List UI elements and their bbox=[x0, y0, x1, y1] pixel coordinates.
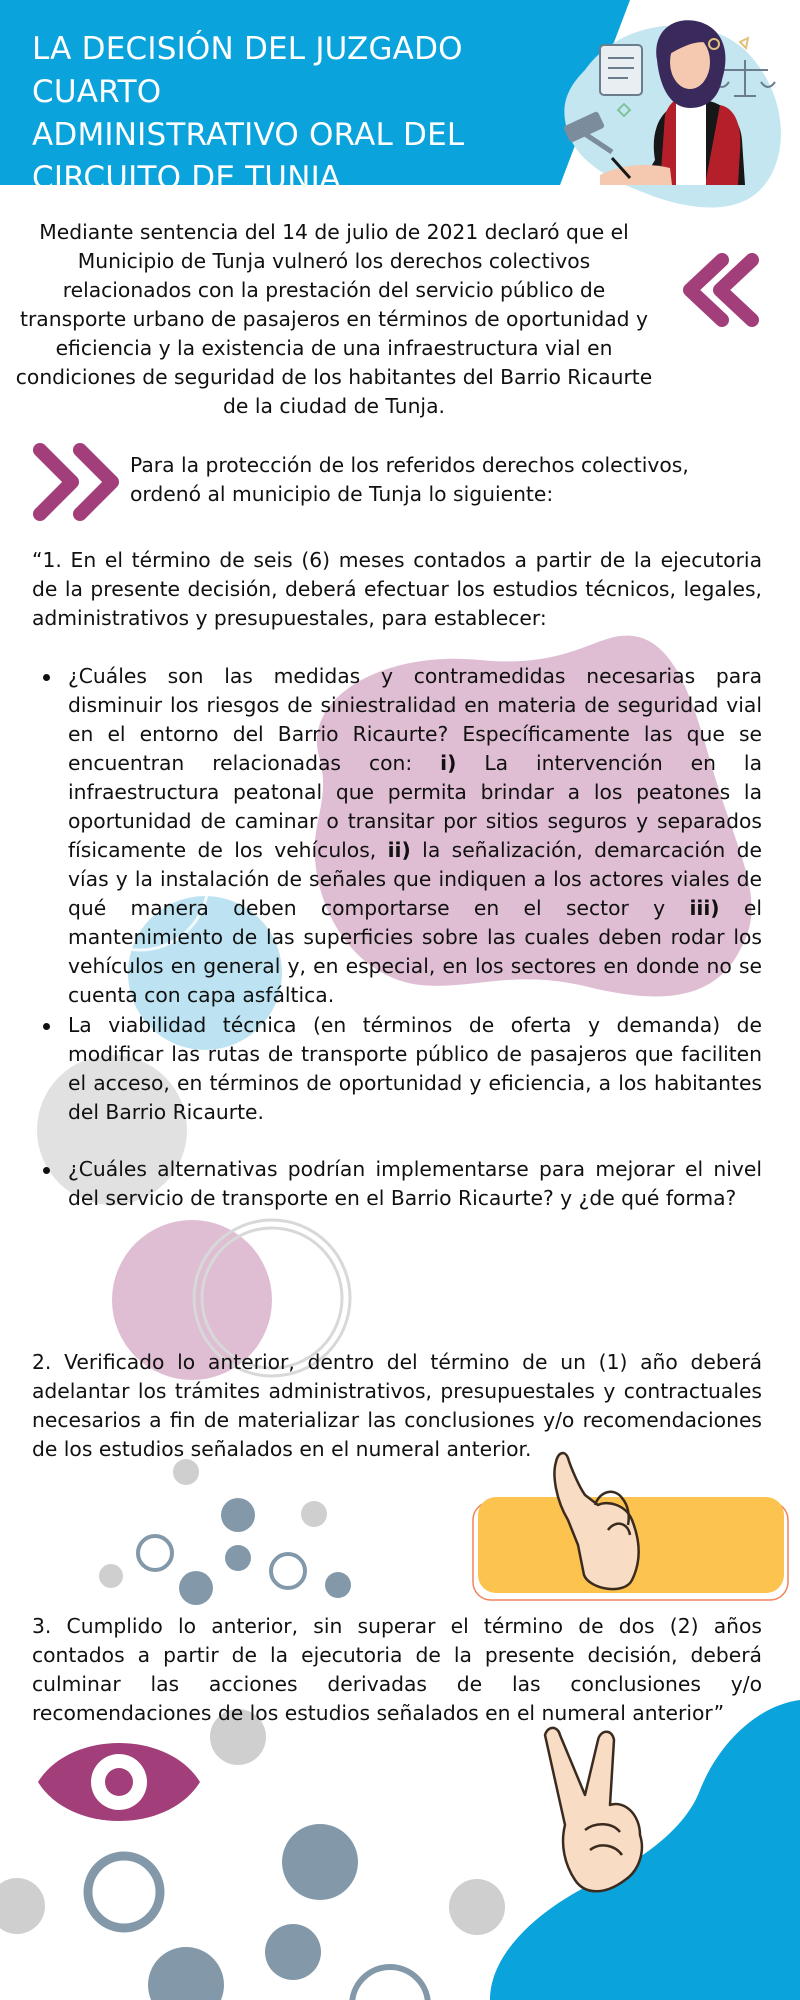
bullet-text: ¿Cuáles son las medidas y contramedidas necesarias para disminuir los riesgos de siniestralidad en materia de seguridad vial en el entorno del Barrio Ricaurte? Específicamente las que se encuentran relacionadas con: bbox=[68, 664, 762, 775]
title-line: CIRCUITO DE TUNJA bbox=[32, 160, 341, 196]
bullet-text: La intervención en la infraestructura peatonal que permita brindar a los peatones la oportunidad de caminar o transitar por sitios seguros y separados físicamente de los vehículos, bbox=[68, 751, 762, 862]
roman-marker: i) bbox=[440, 751, 457, 775]
item-2-paragraph: 2. Verificado lo anterior, dentro del término de un (1) año deberá adelantar los trámites administrativos, presupuestales y contractuales necesarios a fin de materializar las conclusiones y/o recomendaciones de los estudios señalados en el numeral anterior. bbox=[32, 1350, 762, 1461]
peace-hand-icon bbox=[545, 1728, 642, 1891]
title-line: LA DECISIÓN DEL JUZGADO CUARTO bbox=[32, 31, 463, 110]
lead-paragraph: Para la protección de los referidos derechos colectivos, ordenó al municipio de Tunja lo siguiente: bbox=[130, 453, 689, 506]
eye-icon bbox=[38, 1743, 200, 1821]
title-line: ADMINISTRATIVO ORAL DEL bbox=[32, 117, 465, 153]
roman-marker: iii) bbox=[689, 896, 720, 920]
bullet-item-1 bbox=[68, 662, 762, 1010]
double-chevron-left-icon bbox=[690, 260, 752, 320]
intro-paragraph: Mediante sentencia del 14 de julio de 2021 declaró que el Municipio de Tunja vulneró los derechos colectivos relacionados con la prestación del servicio público de transporte urbano de pasajeros en términos de oportunidad y eficiencia y la existencia de una infraestructura vial en condiciones de seguridad de los habitantes del Barrio Ricaurte de la ciudad de Tunja. bbox=[15, 220, 653, 418]
blue-blob-bottom bbox=[490, 1700, 800, 2000]
document-icon bbox=[600, 45, 642, 95]
item-1-paragraph: “1. En el término de seis (6) meses contados a partir de la ejecutoria de la presente decisión, deberá efectuar los estudios técnicos, legales, administrativos y presupuestales, para establecer: bbox=[32, 548, 762, 630]
double-chevron-right-icon bbox=[40, 450, 112, 514]
bullet-item-2: La viabilidad técnica (en términos de oferta y demanda) de modificar las rutas de transporte público de pasajeros que faciliten el acceso, en términos de oportunidad y eficiencia, a los habitantes del Barrio Ricaurte. bbox=[68, 1011, 762, 1127]
bullet-text: la señalización, demarcación de vías y la instalación de señales que indiquen a los actores viales de qué manera deben comportarse en el sector y bbox=[68, 838, 762, 920]
dots-cluster bbox=[99, 1459, 351, 1605]
page-title bbox=[32, 28, 592, 200]
bullet-text: el mantenimiento de las superficies sobre las cuales deben rodar los vehículos en general y, en especial, en los sectores en donde no se cuenta con capa asfáltica. bbox=[68, 896, 762, 1007]
roman-marker: ii) bbox=[387, 838, 411, 862]
item-3-paragraph: 3. Cumplido lo anterior, sin superar el término de dos (2) años contados a partir de la ejecutoria de la presente decisión, deberá culminar las acciones derivadas de las conclusiones y/o recomendaciones de los estudios señalados en el numeral anterior” bbox=[32, 1614, 762, 1725]
bullet-item-3: ¿Cuáles alternativas podrían implementarse para mejorar el nivel del servicio de transporte en el Barrio Ricaurte? y ¿de qué forma? bbox=[68, 1155, 762, 1213]
